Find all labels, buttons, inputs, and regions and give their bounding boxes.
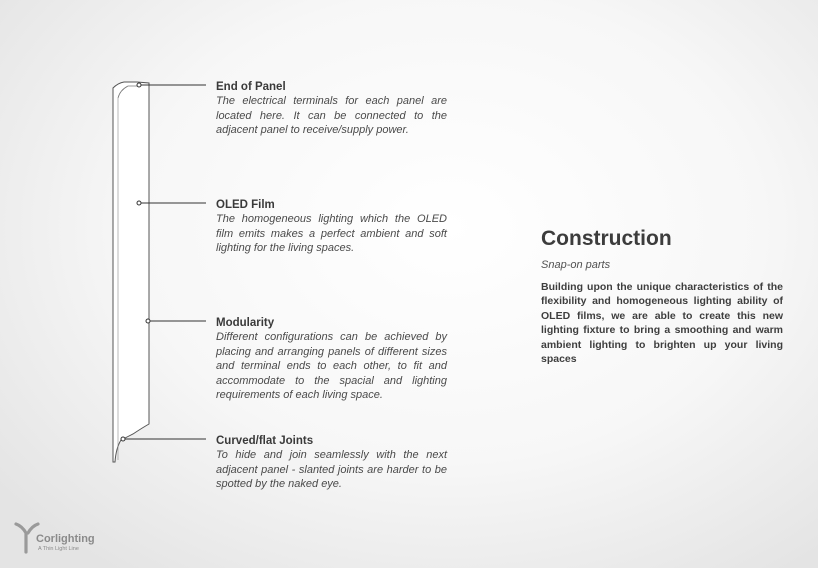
leader-dot-oled-film <box>137 201 141 205</box>
callout-text: The homogeneous lighting which the OLED film emits makes a perfect ambient and soft lighting for the living spaces. <box>216 213 447 254</box>
panel-outline <box>113 82 149 462</box>
callout-title: Curved/flat Joints <box>216 435 314 447</box>
leader-dot-end-of-panel <box>137 83 141 87</box>
callout-curved-joints <box>216 434 447 492</box>
callout-title: OLED Film <box>216 199 275 211</box>
logo-name: Corlighting <box>36 533 95 545</box>
logo-tagline: A Thin Light Line <box>38 546 79 552</box>
callout-title: Modularity <box>216 317 275 329</box>
construction-subtitle: Snap-on parts <box>541 259 611 271</box>
callout-text: Different configurations can be achieved by placing and arranging panels of different sizes and terminal ends to each other, to fit and accommodate to the spacial and lighting requirements of each living space. <box>216 331 447 401</box>
callout-modularity <box>216 316 447 403</box>
callout-text: To hide and join seamlessly with the next adjacent panel - slanted joints are harder to be spotted by the naked eye. <box>216 449 447 490</box>
brand-logo <box>14 520 114 560</box>
construction-title: Construction <box>541 227 672 250</box>
callout-text: The electrical terminals for each panel are located here. It can be connected to the adjacent panel to receive/supply power. <box>216 95 447 136</box>
callout-oled-film <box>216 198 447 256</box>
leader-dot-curved-joints <box>121 437 125 441</box>
leader-dot-modularity <box>146 319 150 323</box>
callout-end-of-panel <box>216 80 447 138</box>
construction-body: Building upon the unique characteristics of the flexibility and homogeneous lighting ability of OLED films, we are able to create this new lighting fixture to bring a smoothing and warm ambient lighting to brighten up your living spaces <box>541 281 783 366</box>
construction-section <box>541 226 783 366</box>
callout-title: End of Panel <box>216 81 286 93</box>
